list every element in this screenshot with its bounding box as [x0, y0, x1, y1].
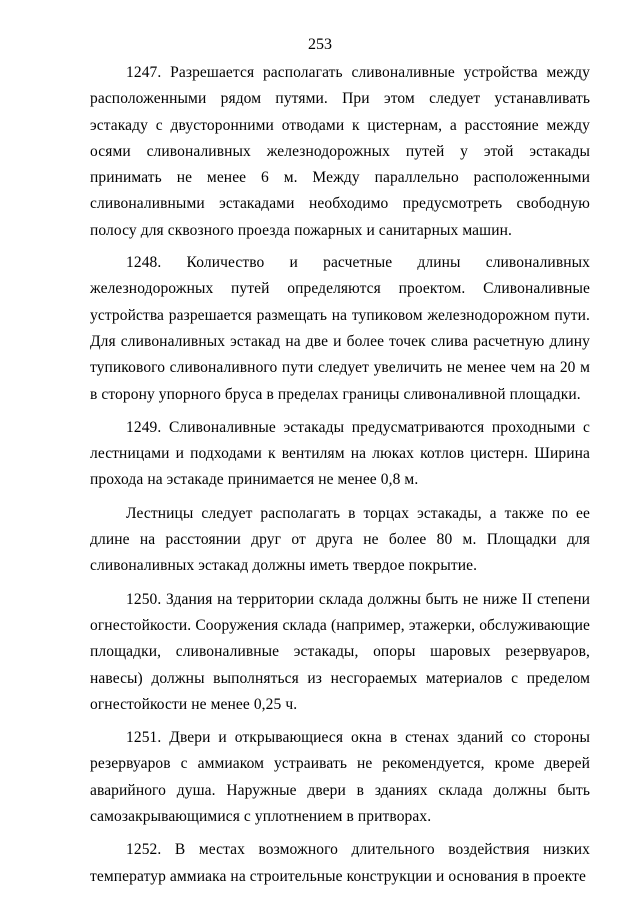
document-body — [90, 60, 590, 890]
paragraph-1248: 1248. Количество и расчетные длины сливоналивных железнодорожных путей определяются проектом. Сливоналивные устройства разрешается размещать на тупиковом железнодорожном пути. Для сливоналивных эстакад на две и более точек слива расчетную длину тупикового сливоналивного пути следует увеличить не менее чем на 20 м в сторону упорного бруса в пределах границы сливоналивной площадки. — [90, 254, 590, 403]
paragraph-1250: 1250. Здания на территории склада должны быть не ниже II степени огнестойкости. Сооружения склада (например, этажерки, обслуживающие площадки, сливоналивные эстакады, опоры шаровых резервуаров, навесы) должны выполняться из несгораемых материалов с пределом огнестойкости не менее 0,25 ч. — [90, 590, 590, 713]
paragraph-1251: 1251. Двери и открывающиеся окна в стенах зданий со стороны резервуаров с аммиаком устраивать не рекомендуется, кроме дверей аварийного душа. Наружные двери в зданиях склада должны быть самозакрывающимися с уплотнением в притворах. — [90, 729, 590, 826]
page-number: 253 — [308, 36, 332, 53]
paragraph-ladders: Лестницы следует располагать в торцах эстакады, а также по ее длине на расстоянии друг от друга не более 80 м. Площадки для сливоналивных эстакад должны иметь твердое покрытие. — [90, 504, 590, 575]
paragraph-1252: 1252. В местах возможного длительного воздействия низких температур аммиака на строительные конструкции и основания в проекте — [90, 841, 590, 885]
paragraph-1247: 1247. Разрешается располагать сливоналивные устройства между расположенными рядом путями. При этом следует устанавливать эстакаду с двусторонними отводами к цистернам, а расстояние между осями сливоналивных железнодорожных путей у этой эстакады принимать не менее 6 м. Между параллельно расположенными сливоналивными эстакадами необходимо предусмотреть свободную полосу для сквозного проезда пожарных и санитарных машин. — [90, 64, 590, 239]
paragraph-1249: 1249. Сливоналивные эстакады предусматриваются проходными с лестницами и подходами к вентилям на люках котлов цистерн. Ширина прохода на эстакаде принимается не менее 0,8 м. — [90, 418, 590, 489]
